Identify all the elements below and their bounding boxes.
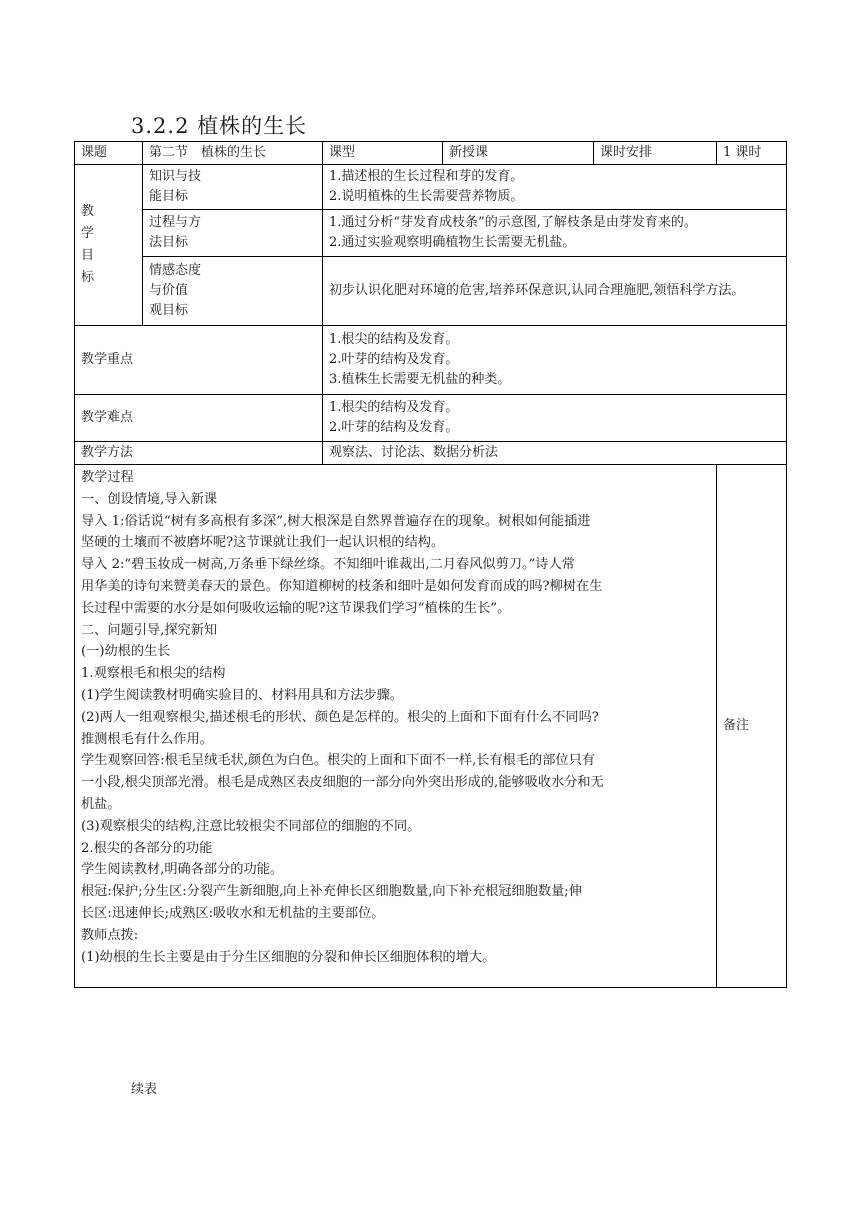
process-line: 一、创设情境,导入新课 — [81, 491, 218, 507]
process-line: 学生观察回答:根毛呈绒毛状,颜色为白色。根尖的上面和下面不一样,长有根毛的部位只有 — [81, 753, 595, 769]
header-row — [75, 142, 787, 165]
process-goal-content: 1.通过分析“芽发育成枝条”的示意图,了解枝条是由芽发育来的。 2.通过实验观察明确植物生长需要无机盐。 — [323, 210, 787, 257]
process-line: 推测根毛有什么作用。 — [81, 731, 213, 747]
hours-value: 1 课时 — [717, 142, 787, 165]
hours-label: 课时安排 — [594, 142, 717, 165]
type-label: 课型 — [323, 142, 443, 165]
difficulty-content: 1.根尖的结构及发育。 2.叶芽的结构及发育。 — [323, 395, 787, 442]
subject-label: 课题 — [75, 142, 143, 165]
emotion-goal-label: 情感态度 与价值 观目标 — [143, 257, 323, 326]
subject-value: 第二节 植株的生长 — [143, 142, 323, 165]
knowledge-goal-content: 1.描述根的生长过程和芽的发育。 2.说明植株的生长需要营养物质。 — [323, 165, 787, 210]
process-line: 用华美的诗句来赞美春天的景色。你知道柳树的枝条和细叶是如何发育而成的吗?柳树在生 — [81, 578, 603, 594]
process-line: 二、问题引导,探究新知 — [81, 622, 218, 638]
process-line: 1.观察根毛和根尖的结构 — [81, 666, 226, 682]
goals-section-label: 教 学 目 标 — [75, 165, 143, 326]
difficulty-row — [75, 395, 787, 442]
process-line: 长过程中需要的水分是如何吸收运输的呢?这节课我们学习“植株的生长”。 — [81, 600, 511, 616]
process-line: 教学过程 — [81, 470, 134, 485]
goal-row-knowledge — [75, 165, 787, 210]
process-line: 2.根尖的各部分的功能 — [81, 840, 213, 856]
focus-label: 教学重点 — [75, 326, 323, 395]
process-row — [75, 465, 787, 988]
knowledge-goal-label: 知识与技 能目标 — [143, 165, 323, 210]
focus-content: 1.根尖的结构及发育。 2.叶芽的结构及发育。 3.植株生长需要无机盐的种类。 — [323, 326, 787, 395]
process-line: (1)幼根的生长主要是由于分生区细胞的分裂和伸长区细胞体积的增大。 — [81, 949, 496, 965]
process-line: 导入 1:俗话说“树有多高根有多深”,树大根深是自然界普遍存在的现象。树根如何能插进 — [81, 513, 591, 529]
process-line: 机盐。 — [81, 796, 121, 812]
difficulty-label: 教学难点 — [75, 395, 323, 442]
focus-row — [75, 326, 787, 395]
process-line: 根冠:保护;分生区:分裂产生新细胞,向上补充伸长区细胞数量,向下补充根冠细胞数量;伸 — [81, 884, 582, 900]
teaching-process — [75, 465, 717, 988]
process-goal-label: 过程与方 法目标 — [143, 210, 323, 257]
process-line: (2)两人一组观察根尖,描述根毛的形状、颜色是怎样的。根尖的上面和下面有什么不同吗? — [81, 709, 599, 725]
type-value: 新授课 — [443, 142, 594, 165]
remark-cell: 备注 — [717, 465, 787, 988]
process-line: (1)学生阅读教材明确实验目的、材料用具和方法步骤。 — [81, 687, 403, 703]
process-line: 一小段,根尖顶部光滑。根毛是成熟区表皮细胞的一部分向外突出形成的,能够吸收水分和无 — [81, 775, 604, 791]
method-content: 观察法、讨论法、数据分析法 — [323, 442, 787, 465]
process-line: 学生阅读教材,明确各部分的功能。 — [81, 862, 284, 878]
process-line: (一)幼根的生长 — [81, 644, 171, 660]
emotion-goal-content: 初步认识化肥对环境的危害,培养环保意识,认同合理施肥,领悟科学方法。 — [323, 257, 787, 326]
process-line: 教师点拨: — [81, 927, 139, 943]
goal-row-emotion — [75, 257, 787, 326]
page-title: 3.2.2 植株的生长 — [131, 114, 308, 138]
goal-row-process — [75, 210, 787, 257]
process-line: 长区:迅速伸长;成熟区:吸收水和无机盐的主要部位。 — [81, 905, 385, 921]
method-label: 教学方法 — [75, 442, 323, 465]
process-line: 导入 2:“碧玉妆成一树高,万条垂下绿丝绦。不知细叶谁裁出,二月春风似剪刀。”诗人常 — [81, 557, 575, 573]
lesson-plan-table — [74, 141, 787, 988]
process-line: (3)观察根尖的结构,注意比较根尖不同部位的细胞的不同。 — [81, 818, 421, 834]
continued-label: 续表 — [131, 1082, 158, 1097]
method-row — [75, 442, 787, 465]
process-line: 坚硬的土壤而不被磨坏呢?这节课就让我们一起认识根的结构。 — [81, 535, 445, 551]
